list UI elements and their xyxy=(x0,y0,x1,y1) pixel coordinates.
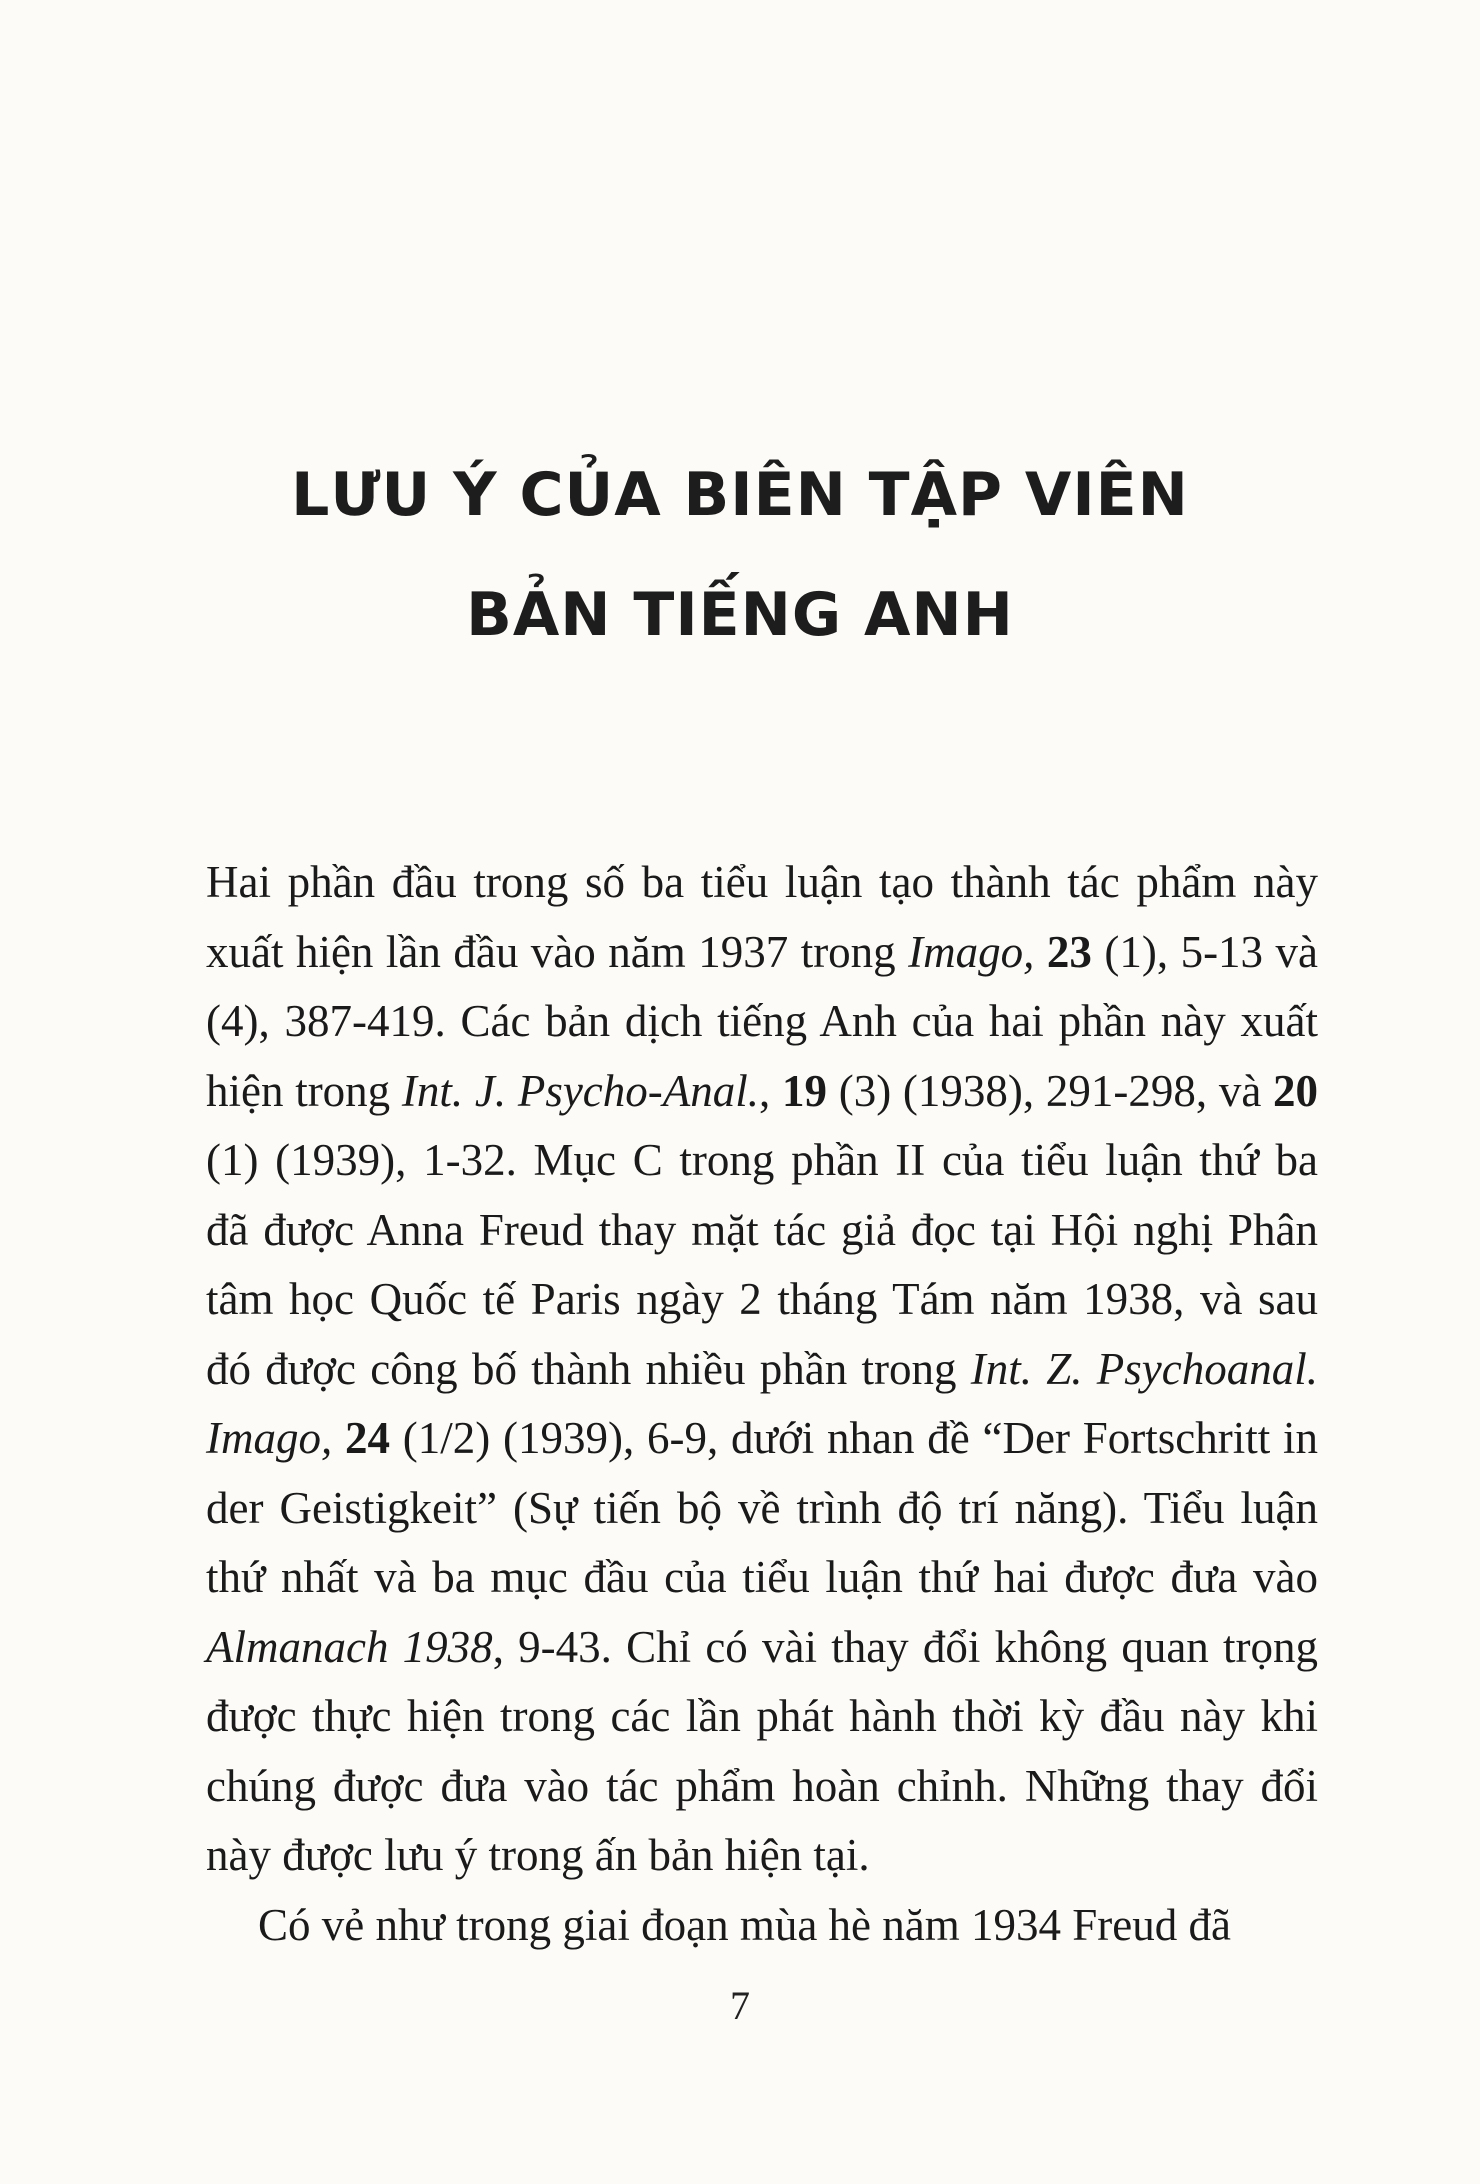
text-line: này được lưu ý trong ấn bản hiện tại. xyxy=(206,1830,870,1880)
text-segment: Imago, xyxy=(908,926,1035,977)
text-line: đã được Anna Freud thay mặt tác giả đọc tại Hội nghị Phân xyxy=(206,1204,1318,1255)
text-segment: 20 xyxy=(1273,1065,1319,1116)
text-segment: (1/2) (1939), 6-9, dưới nhan đề “Der Fortschritt in xyxy=(390,1413,1318,1463)
heading-line-1: LƯU Ý CỦA BIÊN TẬP VIÊN xyxy=(291,460,1189,530)
text-line: được thực hiện trong các lần phát hành thời kỳ đầu này khi xyxy=(206,1691,1318,1741)
text-line xyxy=(206,1057,1318,1127)
text-line: (4), 387-419. Các bản dịch tiếng Anh của hai phần này xuất xyxy=(206,996,1318,1046)
text-segment: 24 xyxy=(345,1413,391,1463)
text-line xyxy=(206,1613,1318,1683)
text-line: (1) (1939), 1-32. Mục C trong phần II của tiểu luận thứ ba xyxy=(206,1135,1318,1185)
text-line: Có vẻ như trong giai đoạn mùa hè năm 1934 Freud đã xyxy=(258,1899,1231,1950)
heading-line-2: BẢN TIẾNG ANH xyxy=(466,580,1014,650)
text-segment: Almanach 1938 xyxy=(206,1621,493,1672)
text-segment: Imago, xyxy=(206,1413,333,1463)
paragraph-1 xyxy=(206,848,1318,1891)
text-line xyxy=(206,1404,1318,1474)
text-segment xyxy=(332,1413,345,1463)
page-number: 7 xyxy=(730,1983,750,2028)
text-segment: Int. Z. Psychoanal. xyxy=(970,1343,1318,1394)
text-line xyxy=(206,918,1318,988)
text-segment: , 9-43. Chỉ có vài thay đổi không quan trọng xyxy=(492,1621,1319,1672)
text-segment: (1), 5-13 và xyxy=(1091,926,1319,977)
text-segment: hiện trong xyxy=(206,1065,402,1116)
text-line xyxy=(206,1335,1318,1405)
text-segment: (3) (1938), 291-298, và xyxy=(827,1065,1274,1116)
text-segment: 19 xyxy=(782,1065,827,1116)
text-segment: xuất hiện lần đầu vào năm 1937 trong xyxy=(206,926,909,977)
paragraph-2 xyxy=(206,1891,1318,1961)
text-segment: 23 xyxy=(1046,926,1092,977)
text-segment xyxy=(1034,927,1046,977)
text-line: Hai phần đầu trong số ba tiểu luận tạo thành tác phẩm này xyxy=(206,857,1318,907)
text-line: chúng được đưa vào tác phẩm hoàn chỉnh. Những thay đổi xyxy=(206,1760,1318,1811)
text-segment: đó được công bố thành nhiều phần trong xyxy=(206,1343,971,1394)
text-line: der Geistigkeit” (Sự tiến bộ về trình độ trí năng). Tiểu luận xyxy=(206,1482,1318,1533)
text-segment: , xyxy=(759,1065,782,1116)
text-line: thứ nhất và ba mục đầu của tiểu luận thứ hai được đưa vào xyxy=(206,1552,1318,1602)
body-text xyxy=(206,848,1318,1960)
text-segment: Int. J. Psycho-Anal. xyxy=(401,1065,760,1116)
text-line: tâm học Quốc tế Paris ngày 2 tháng Tám năm 1938, và sau xyxy=(206,1274,1318,1324)
